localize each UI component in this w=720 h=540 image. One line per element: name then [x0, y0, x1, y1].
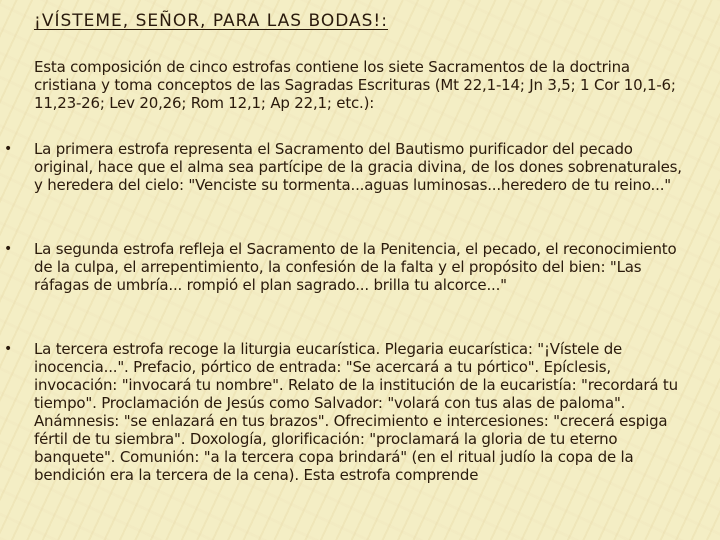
bullet-text: La primera estrofa representa el Sacramento del Bautismo purificador del pecado original, hace que el alma sea partícipe de la gracia divina, de los dones sobrenaturales, y heredera del cielo: "Venciste su tormenta...aguas luminosas...heredero de tu reino..."	[34, 140, 682, 194]
bullet-item-baptism	[0, 140, 694, 194]
bullet-text: La segunda estrofa refleja el Sacramento de la Penitencia, el pecado, el reconocimiento de la culpa, el arrepentimiento, la confesión de la falta y el propósito del bien: "Las ráfagas de umbría... rompió el plan sagrado... brilla tu alcorce..."	[34, 240, 677, 294]
intro-paragraph: Esta composición de cinco estrofas contiene los siete Sacramentos de la doctrina cristiana y toma conceptos de las Sagradas Escrituras (Mt 22,1-14; Jn 3,5; 1 Cor 10,1-6; 11,23-26; Lev 20,26; Rom 12,1; Ap 22,1; etc.):	[34, 58, 676, 112]
bullet-list	[0, 140, 720, 484]
bullet-item-penance	[0, 240, 694, 294]
bullet-item-eucharist	[0, 340, 694, 484]
bullet-text: La tercera estrofa recoge la liturgia eucarística. Plegaria eucarística: "¡Vístele de inocencia...". Prefacio, pórtico de entrada: "Se acercará a tu pórtico". Epíclesis, invocación: "invocará tu nombre". Relato de la institución de la eucaristía: "recordará tu tiempo". Proclamación de Jesús como Salvador: "volará con tus alas de paloma". Anámnesis: "se enlazará en tus brazos". Ofrecimiento e intercesiones: "crecerá espiga fértil de tu siembra". Doxología, glorificación: "proclamará la gloria de tu eterno banquete". Comunión: "a la tercera copa brindará" (en el ritual judío la copa de la bendición era la tercera de la cena). Esta estrofa comprende	[34, 340, 678, 484]
bullet-dot-icon: •	[4, 141, 13, 157]
slide-title: ¡VÍSTEME, SEÑOR, PARA LAS BODAS!:	[34, 11, 388, 31]
bullet-dot-icon: •	[4, 341, 13, 357]
bullet-dot-icon: •	[4, 241, 13, 257]
